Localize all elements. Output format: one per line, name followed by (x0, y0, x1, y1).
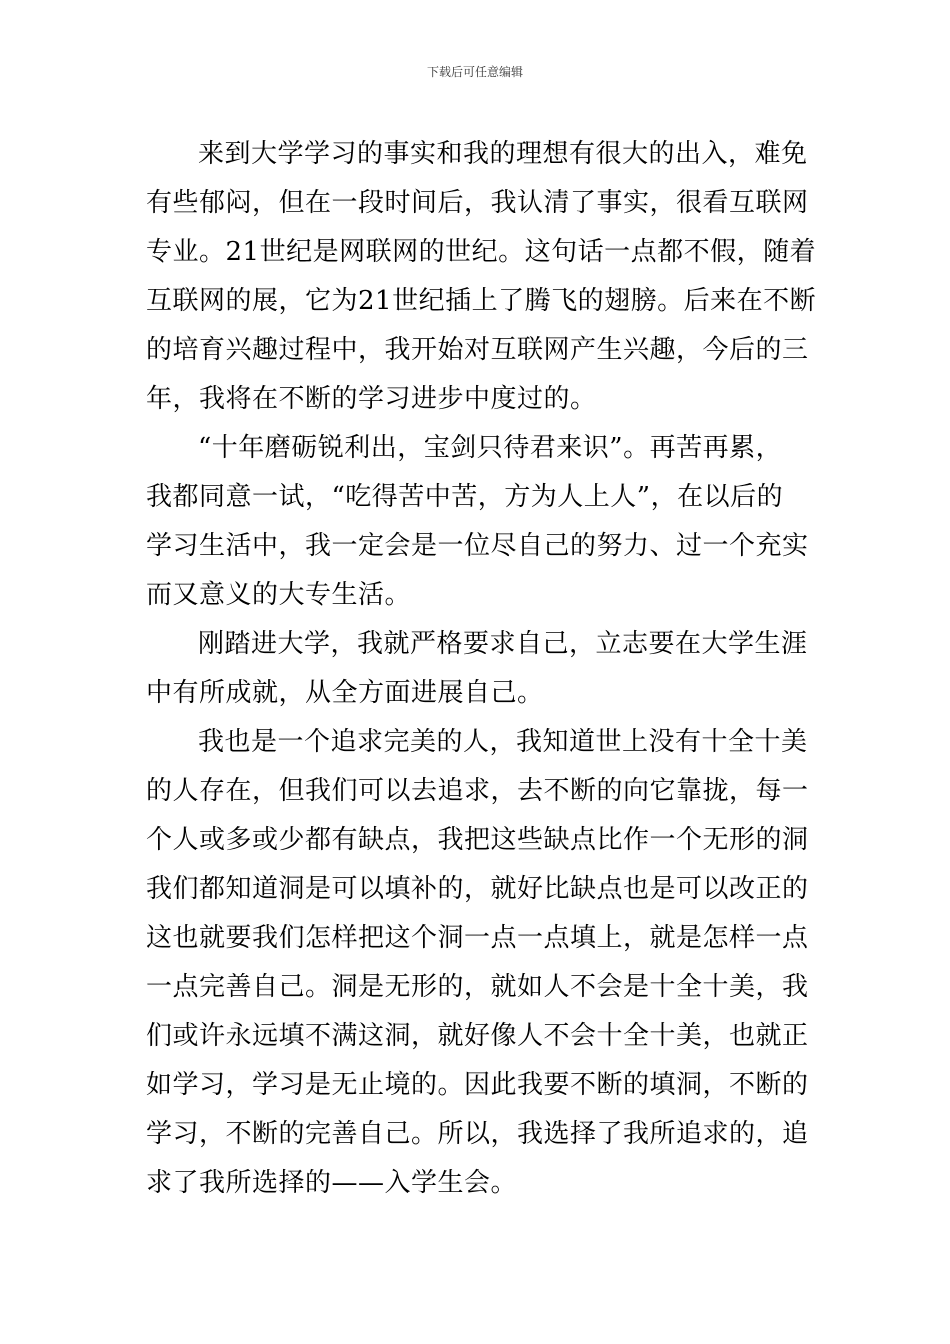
paragraph-line: “十年磨砺锐利出，宝剑只待君来识”。再苦再累， (198, 433, 783, 463)
paragraph-line: 有些郁闷，但在一段时间后，我认清了事实，很看互联网 (146, 188, 809, 218)
paragraph-line: 学习生活中，我一定会是一位尽自己的努力、过一个充实 (146, 531, 809, 561)
paragraph-line: 一点完善自己。洞是无形的，就如人不会是十全十美，我 (146, 972, 809, 1002)
paragraph-line: 来到大学学习的事实和我的理想有很大的出入，难免 (198, 139, 808, 169)
paragraph-line: 的人存在，但我们可以去追求，去不断的向它靠拢，每一 (146, 776, 809, 806)
paragraph-line: 我们都知道洞是可以填补的，就好比缺点也是可以改正的 (146, 874, 809, 904)
paragraph-line: 的培育兴趣过程中，我开始对互联网产生兴趣，今后的三 (146, 335, 809, 365)
paragraph-line: 求了我所选择的——入学生会。 (146, 1168, 518, 1198)
paragraph-line: 个人或多或少都有缺点，我把这些缺点比作一个无形的洞 (146, 825, 809, 855)
paragraph-line: 我也是一个追求完美的人，我知道世上没有十全十美 (198, 727, 808, 757)
paragraph-line: 我都同意一试，“吃得苦中苦，方为人上人”，在以后的 (146, 482, 784, 512)
paragraph-line: 们或许永远填不满这洞，就好像人不会十全十美，也就正 (146, 1021, 809, 1051)
document-body (146, 130, 817, 1208)
paragraph-line: 刚踏进大学，我就严格要求自己，立志要在大学生涯 (198, 629, 808, 659)
paragraph-line: 专业。21世纪是网联网的世纪。这句话一点都不假，随着 (146, 237, 817, 267)
paragraph-line: 而又意义的大专生活。 (146, 580, 412, 610)
paragraph-line: 学习，不断的完善自己。所以，我选择了我所追求的，追 (146, 1119, 809, 1149)
paragraph-line: 如学习，学习是无止境的。因此我要不断的填洞，不断的 (146, 1070, 809, 1100)
paragraph-line: 互联网的展，它为21世纪插上了腾飞的翅膀。后来在不断 (146, 286, 817, 316)
paragraph-line: 这也就要我们怎样把这个洞一点一点填上，就是怎样一点 (146, 923, 809, 953)
paragraph-line: 中有所成就，从全方面进展自己。 (146, 678, 544, 708)
page-header: 下载后可任意编辑 (426, 65, 523, 79)
paragraph-line: 年，我将在不断的学习进步中度过的。 (146, 384, 597, 414)
